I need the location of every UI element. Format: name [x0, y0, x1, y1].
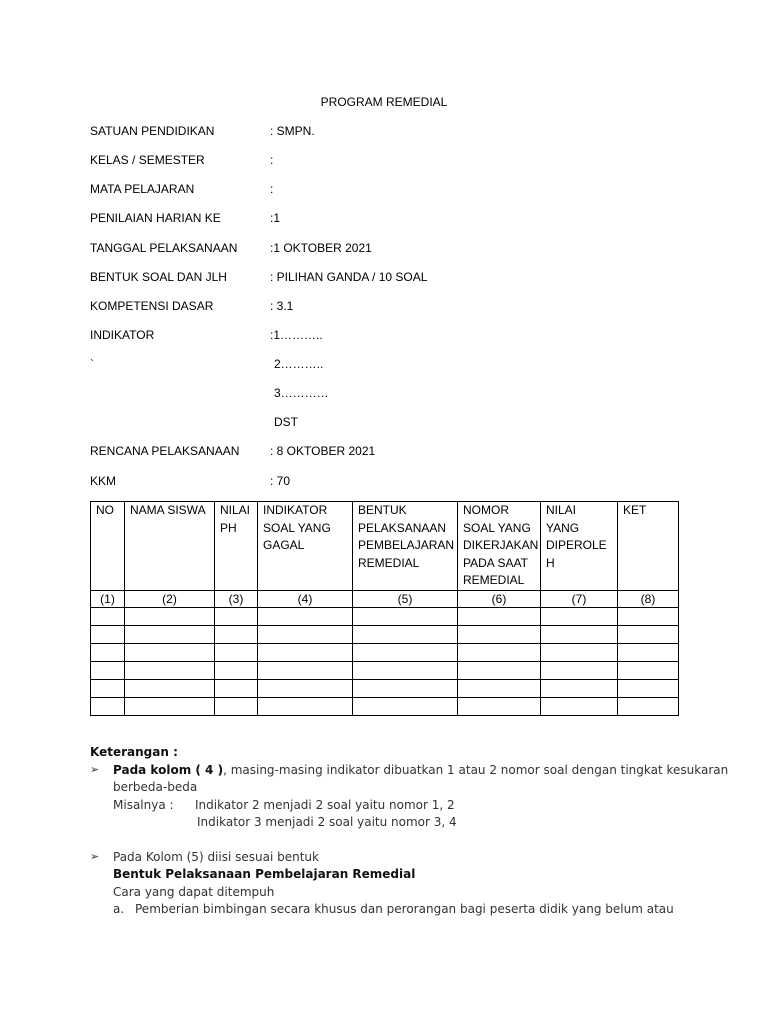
table-header-row — [91, 502, 679, 591]
table-cell[interactable] — [618, 607, 679, 625]
table-cell[interactable] — [353, 697, 458, 715]
header-cell: INDIKATOR SOAL YANG GAGAL — [258, 502, 353, 591]
field-indikator — [90, 328, 323, 342]
column-number: (2) — [125, 590, 215, 607]
table-cell[interactable] — [541, 661, 618, 679]
table-cell[interactable] — [125, 607, 215, 625]
table-cell[interactable] — [353, 679, 458, 697]
field-value: :1 — [270, 211, 281, 225]
field-label: MATA PELAJARAN — [90, 182, 195, 196]
field-rencana-pelaksanaan — [90, 444, 375, 458]
field-label: SATUAN PENDIDIKAN — [90, 124, 215, 138]
table-row — [91, 643, 679, 661]
column-number: (7) — [541, 590, 618, 607]
field-kelas-semester — [90, 153, 273, 167]
header-cell: NO — [91, 502, 125, 591]
table-cell[interactable] — [215, 607, 258, 625]
table-cell[interactable] — [91, 625, 125, 643]
table-cell[interactable] — [258, 697, 353, 715]
table-cell[interactable] — [125, 625, 215, 643]
field-label: BENTUK SOAL DAN JLH — [90, 270, 227, 284]
table-cell[interactable] — [215, 697, 258, 715]
note-bold: Pada kolom ( 4 ) — [113, 763, 224, 777]
note-item-column-5: Pada Kolom (5) diisi sesuai bentuk — [113, 850, 319, 864]
remedial-table — [90, 501, 679, 716]
table-cell[interactable] — [125, 679, 215, 697]
table-cell[interactable] — [618, 643, 679, 661]
field-value: : 3.1 — [270, 299, 294, 313]
field-label: INDIKATOR — [90, 328, 155, 342]
table-cell[interactable] — [618, 679, 679, 697]
header-cell: NILAI YANG DIPEROLE H — [541, 502, 618, 591]
column-number: (3) — [215, 590, 258, 607]
table-row — [91, 661, 679, 679]
field-value: : — [270, 182, 274, 196]
arrow-bullet-icon: ➢ — [90, 764, 100, 776]
note-subheading: Bentuk Pelaksanaan Pembelajaran Remedial — [113, 867, 416, 881]
table-row — [91, 607, 679, 625]
table-cell[interactable] — [353, 607, 458, 625]
table-cell[interactable] — [541, 607, 618, 625]
note-text: , masing-masing indikator dibuatkan 1 atau 2 nomor soal dengan tingkat kesukaran — [223, 763, 729, 777]
notes-heading: Keterangan : — [90, 745, 178, 759]
note-item-continuation: berbeda-beda — [113, 780, 198, 794]
stray-mark: ` — [90, 357, 94, 371]
field-value: :1 OKTOBER 2021 — [270, 241, 372, 255]
indicator-item: DST — [274, 415, 298, 429]
arrow-bullet-icon: ➢ — [90, 851, 100, 863]
field-value: : 70 — [270, 474, 291, 488]
table-cell[interactable] — [541, 643, 618, 661]
table-cell[interactable] — [215, 625, 258, 643]
column-number: (8) — [618, 590, 679, 607]
table-cell[interactable] — [91, 697, 125, 715]
field-label: PENILAIAN HARIAN KE — [90, 211, 221, 225]
table-cell[interactable] — [618, 661, 679, 679]
field-label: KELAS / SEMESTER — [90, 153, 205, 167]
header-cell: NOMOR SOAL YANG DIKERJAKAN PADA SAAT REMEDIAL — [458, 502, 541, 591]
field-value: :1……….. — [270, 328, 323, 342]
note-item-column-4 — [113, 762, 728, 779]
table-cell[interactable] — [618, 625, 679, 643]
header-cell: KET — [618, 502, 679, 591]
indicator-item: 2……….. — [274, 357, 324, 371]
table-cell[interactable] — [215, 679, 258, 697]
table-cell[interactable] — [215, 661, 258, 679]
table-cell[interactable] — [458, 625, 541, 643]
column-number: (4) — [258, 590, 353, 607]
field-penilaian-harian — [90, 211, 280, 225]
table-cell[interactable] — [258, 679, 353, 697]
table-cell[interactable] — [541, 625, 618, 643]
table-cell[interactable] — [458, 661, 541, 679]
table-cell[interactable] — [91, 679, 125, 697]
column-number: (6) — [458, 590, 541, 607]
table-cell[interactable] — [125, 643, 215, 661]
list-item-a: Pemberian bimbingan secara khusus dan perorangan bagi peserta didik yang belum atau — [135, 902, 674, 916]
table-cell[interactable] — [258, 625, 353, 643]
table-cell[interactable] — [353, 661, 458, 679]
field-kkm — [90, 474, 290, 488]
field-label: TANGGAL PELAKSANAAN — [90, 241, 238, 255]
table-cell[interactable] — [618, 697, 679, 715]
field-label: RENCANA PELAKSANAAN — [90, 444, 240, 458]
list-marker: a. — [113, 902, 125, 916]
field-kompetensi-dasar — [90, 299, 293, 313]
table-cell[interactable] — [258, 661, 353, 679]
table-cell[interactable] — [541, 679, 618, 697]
header-cell: NAMA SISWA — [125, 502, 215, 591]
header-cell: NILAI PH — [215, 502, 258, 591]
example-line: Indikator 2 menjadi 2 soal yaitu nomor 1, 2 — [195, 798, 455, 812]
document-title: PROGRAM REMEDIAL — [320, 95, 448, 109]
table-cell[interactable] — [215, 643, 258, 661]
table-cell[interactable] — [258, 643, 353, 661]
field-value: : 8 OKTOBER 2021 — [270, 444, 376, 458]
column-number-row — [91, 590, 679, 607]
example-line: Indikator 3 menjadi 2 soal yaitu nomor 3, 4 — [197, 815, 457, 829]
table-cell[interactable] — [125, 661, 215, 679]
header-cell: BENTUK PELAKSANAAN PEMBELAJARAN REMEDIAL — [353, 502, 458, 591]
field-value: : SMPN. — [270, 124, 315, 138]
field-label: KOMPETENSI DASAR — [90, 299, 214, 313]
field-label: KKM — [90, 474, 117, 488]
table-cell[interactable] — [353, 625, 458, 643]
table-row — [91, 697, 679, 715]
table-cell[interactable] — [91, 607, 125, 625]
note-subtext: Cara yang dapat ditempuh — [113, 885, 275, 899]
example-label: Misalnya : — [113, 798, 174, 812]
field-mata-pelajaran — [90, 182, 273, 196]
field-value: : — [270, 153, 274, 167]
field-value: : PILIHAN GANDA / 10 SOAL — [270, 270, 428, 284]
field-satuan-pendidikan — [90, 124, 315, 138]
table-cell[interactable] — [258, 607, 353, 625]
table-cell[interactable] — [458, 643, 541, 661]
table-cell[interactable] — [91, 643, 125, 661]
table-cell[interactable] — [458, 607, 541, 625]
table-cell[interactable] — [541, 697, 618, 715]
column-number: (5) — [353, 590, 458, 607]
table-row — [91, 625, 679, 643]
field-bentuk-soal — [90, 270, 427, 284]
table-cell[interactable] — [125, 697, 215, 715]
table-row — [91, 679, 679, 697]
table-cell[interactable] — [458, 697, 541, 715]
table-cell[interactable] — [353, 643, 458, 661]
table-cell[interactable] — [91, 661, 125, 679]
field-tanggal-pelaksanaan — [90, 241, 372, 255]
indicator-item: 3………… — [274, 386, 329, 400]
table-cell[interactable] — [458, 679, 541, 697]
column-number: (1) — [91, 590, 125, 607]
